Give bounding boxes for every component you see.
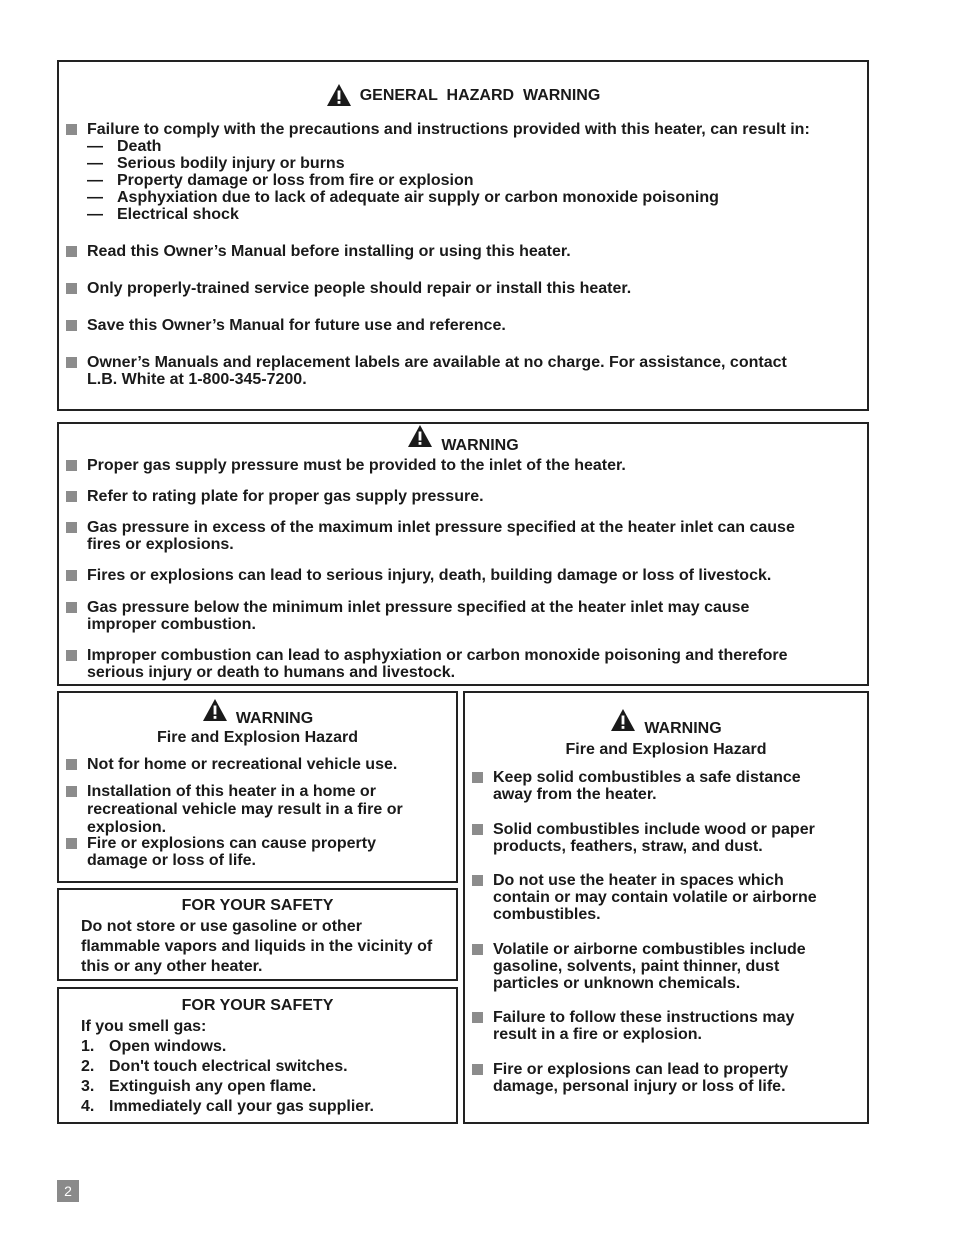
bullet-icon <box>66 124 77 135</box>
warning-icon <box>326 83 352 107</box>
warning-icon <box>407 424 433 448</box>
general-hazard-heading <box>59 83 867 107</box>
list-item: — Death <box>87 138 162 155</box>
bullet-icon <box>472 772 483 783</box>
for-your-safety-vapors-box <box>57 888 458 981</box>
list-item: — Property damage or loss from fire or explosion <box>87 172 474 189</box>
fire-left-title: WARNING <box>235 709 314 727</box>
fire-right-heading <box>465 711 867 735</box>
fire-right-subtitle: Fire and Explosion Hazard <box>565 741 767 758</box>
bullet-icon <box>66 283 77 294</box>
fire-right-bullet-text: Keep solid combustibles a safe distance away from the heater. <box>493 769 801 803</box>
gas-bullet-text: Improper combustion can lead to asphyxiation or carbon monoxide poisoning and therefore serious injury or death to humans and livestock. <box>87 647 788 681</box>
gas-warning-heading <box>59 428 867 452</box>
safety-gas-list <box>81 1017 374 1117</box>
safety-intro: If you smell gas: <box>81 1018 207 1035</box>
fire-hazard-right-box <box>463 691 869 1124</box>
list-item: 1. Open windows. <box>81 1038 227 1055</box>
consequence-list <box>87 138 719 223</box>
bullet-icon <box>66 650 77 661</box>
general-hazard-warning-box <box>57 60 869 411</box>
gas-bullet-text: Gas pressure below the minimum inlet pressure specified at the heater inlet may cause improper combustion. <box>87 599 750 633</box>
list-item: — Serious bodily injury or burns <box>87 155 345 172</box>
bullet-icon <box>66 759 77 770</box>
fire-right-bullet-text: Volatile or airborne combustibles include gasoline, solvents, paint thinner, dust particles or unknown chemicals. <box>493 941 806 992</box>
fire-right-bullet-text: Failure to follow these instructions may result in a fire or explosion. <box>493 1009 795 1043</box>
bullet-icon <box>472 944 483 955</box>
bullet-icon <box>66 838 77 849</box>
fire-left-bullet-text: Installation of this heater in a home or recreational vehicle may result in a fire or explosion. <box>87 783 403 836</box>
list-item: 3. Extinguish any open flame. <box>81 1078 317 1095</box>
gas-pressure-warning-box <box>57 422 869 686</box>
bullet-icon <box>472 875 483 886</box>
bullet-icon <box>66 357 77 368</box>
bullet-icon <box>472 1012 483 1023</box>
general-hazard-title: GENERAL HAZARD WARNING <box>359 86 601 104</box>
general-bullet-text: Save this Owner’s Manual for future use and reference. <box>87 317 506 334</box>
general-bullet-text: Only properly-trained service people should repair or install this heater. <box>87 280 632 297</box>
list-item: 2. Don't touch electrical switches. <box>81 1058 348 1075</box>
bullet-icon <box>472 1064 483 1075</box>
fire-right-bullet-text: Do not use the heater in spaces which contain or may contain volatile or airborne combustibles. <box>493 872 817 923</box>
safety-title: FOR YOUR SAFETY <box>181 997 334 1014</box>
fire-left-subtitle: Fire and Explosion Hazard <box>157 729 358 746</box>
general-bullet-text: Owner’s Manuals and replacement labels are available at no charge. For assistance, contact L.B. White at 1-800-345-7200. <box>87 354 787 388</box>
fire-right-bullet-text: Solid combustibles include wood or paper products, feathers, straw, and dust. <box>493 821 815 855</box>
general-bullet-text: Read this Owner’s Manual before installing or using this heater. <box>87 243 571 260</box>
bullet-icon <box>66 786 77 797</box>
gas-bullet-text: Refer to rating plate for proper gas supply pressure. <box>87 488 484 505</box>
gas-bullet-text: Gas pressure in excess of the maximum inlet pressure specified at the heater inlet can cause fires or explosions. <box>87 519 795 553</box>
bullet-icon <box>66 491 77 502</box>
warning-icon <box>202 698 228 722</box>
list-item: 4. Immediately call your gas supplier. <box>81 1098 374 1115</box>
list-item: — Asphyxiation due to lack of adequate air supply or carbon monoxide poisoning <box>87 189 719 206</box>
bullet-icon <box>66 570 77 581</box>
list-item: — Electrical shock <box>87 206 239 223</box>
warning-icon <box>610 708 636 732</box>
fire-left-heading <box>59 701 456 725</box>
bullet-icon <box>472 824 483 835</box>
bullet-icon <box>66 320 77 331</box>
bullet-icon <box>66 460 77 471</box>
gas-bullet-text: Fires or explosions can lead to serious injury, death, building damage or loss of livestock. <box>87 567 772 584</box>
fire-right-title: WARNING <box>644 719 722 737</box>
bullet-icon <box>66 602 77 613</box>
fire-right-bullet-text: Fire or explosions can lead to property damage, personal injury or loss of life. <box>493 1061 789 1095</box>
general-bullet-text: Failure to comply with the precautions and instructions provided with this heater, can result in: <box>87 121 810 138</box>
gas-warning-title: WARNING <box>441 436 519 454</box>
fire-left-bullet-text: Not for home or recreational vehicle use. <box>87 756 398 773</box>
bullet-icon <box>66 246 77 257</box>
fire-hazard-left-box <box>57 691 458 883</box>
safety-text: Do not store or use gasoline or other flammable vapors and liquids in the vicinity of this or any other heater. <box>81 918 433 975</box>
for-your-safety-gas-smell-box <box>57 987 458 1124</box>
bullet-icon <box>66 522 77 533</box>
gas-bullet-text: Proper gas supply pressure must be provided to the inlet of the heater. <box>87 457 626 474</box>
fire-left-bullet-text: Fire or explosions can cause property damage or loss of life. <box>87 835 376 869</box>
safety-title: FOR YOUR SAFETY <box>181 897 334 914</box>
page-number: 2 <box>57 1180 79 1202</box>
